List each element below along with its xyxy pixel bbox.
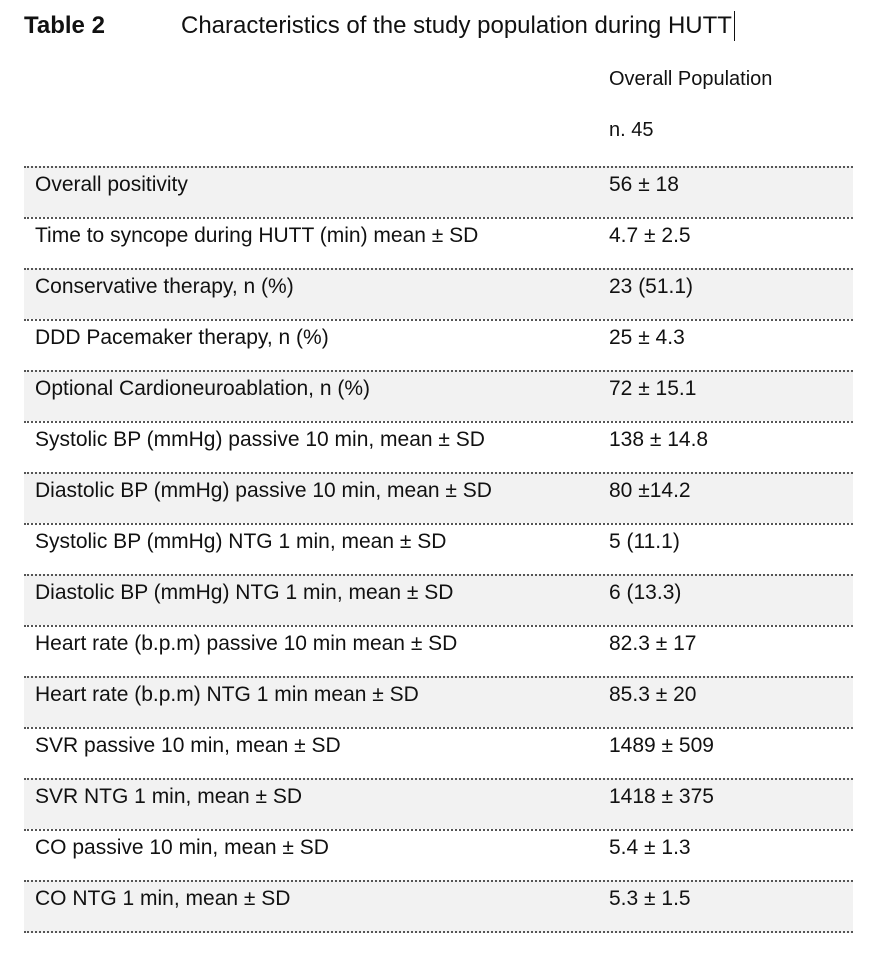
row-value: 6 (13.3) [609, 581, 682, 604]
row-value: 5 (11.1) [609, 530, 680, 553]
row-value: 1489 ± 509 [609, 734, 714, 757]
table-row [24, 523, 853, 574]
row-label: Heart rate (b.p.m) NTG 1 min mean ± SD [35, 683, 419, 706]
table-row [24, 319, 853, 370]
row-value: 5.3 ± 1.5 [609, 887, 691, 910]
row-value: 138 ± 14.8 [609, 428, 709, 451]
row-label: SVR passive 10 min, mean ± SD [35, 734, 341, 757]
row-label: CO NTG 1 min, mean ± SD [35, 887, 291, 910]
row-label: DDD Pacemaker therapy, n (%) [35, 326, 329, 349]
table-row [24, 370, 853, 421]
row-value: 4.7 ± 2.5 [609, 224, 691, 247]
table-row [24, 727, 853, 778]
row-value: 80 ±14.2 [609, 479, 691, 502]
table-row [24, 472, 853, 523]
table-row [24, 676, 853, 727]
row-value: 85.3 ± 20 [609, 683, 697, 706]
row-label: Overall positivity [35, 173, 188, 196]
row-label: SVR NTG 1 min, mean ± SD [35, 785, 303, 808]
row-value: 72 ± 15.1 [609, 377, 697, 400]
table-row [24, 625, 853, 676]
row-value: 23 (51.1) [609, 275, 694, 298]
row-value: 1418 ± 375 [609, 785, 714, 808]
table-title[interactable] [181, 10, 735, 42]
row-value: 25 ± 4.3 [609, 326, 685, 349]
row-label: Diastolic BP (mmHg) passive 10 min, mean ± SD [35, 479, 492, 502]
table-label: Table 2 [24, 12, 105, 39]
row-label: CO passive 10 min, mean ± SD [35, 836, 329, 859]
table-row [24, 217, 853, 268]
table-row [24, 574, 853, 625]
row-value: 56 ± 18 [609, 173, 679, 196]
row-label: Systolic BP (mmHg) NTG 1 min, mean ± SD [35, 530, 447, 553]
row-label: Diastolic BP (mmHg) NTG 1 min, mean ± SD [35, 581, 454, 604]
data-table [24, 166, 853, 933]
table-title-text: Characteristics of the study population during HUTT [181, 12, 732, 39]
row-label: Systolic BP (mmHg) passive 10 min, mean ± SD [35, 428, 485, 451]
column-subheader: n. 45 [609, 119, 654, 141]
row-label: Optional Cardioneuroablation, n (%) [35, 377, 371, 400]
table-row [24, 880, 853, 933]
column-header: Overall Population [609, 68, 773, 90]
row-label: Time to syncope during HUTT (min) mean ± SD [35, 224, 479, 247]
row-label: Conservative therapy, n (%) [35, 275, 294, 298]
table-row [24, 421, 853, 472]
table-row [24, 829, 853, 880]
text-cursor [734, 11, 736, 41]
table-row [24, 778, 853, 829]
row-label: Heart rate (b.p.m) passive 10 min mean ± SD [35, 632, 458, 655]
row-value: 5.4 ± 1.3 [609, 836, 691, 859]
table-row [24, 268, 853, 319]
row-value: 82.3 ± 17 [609, 632, 697, 655]
table-row [24, 166, 853, 217]
